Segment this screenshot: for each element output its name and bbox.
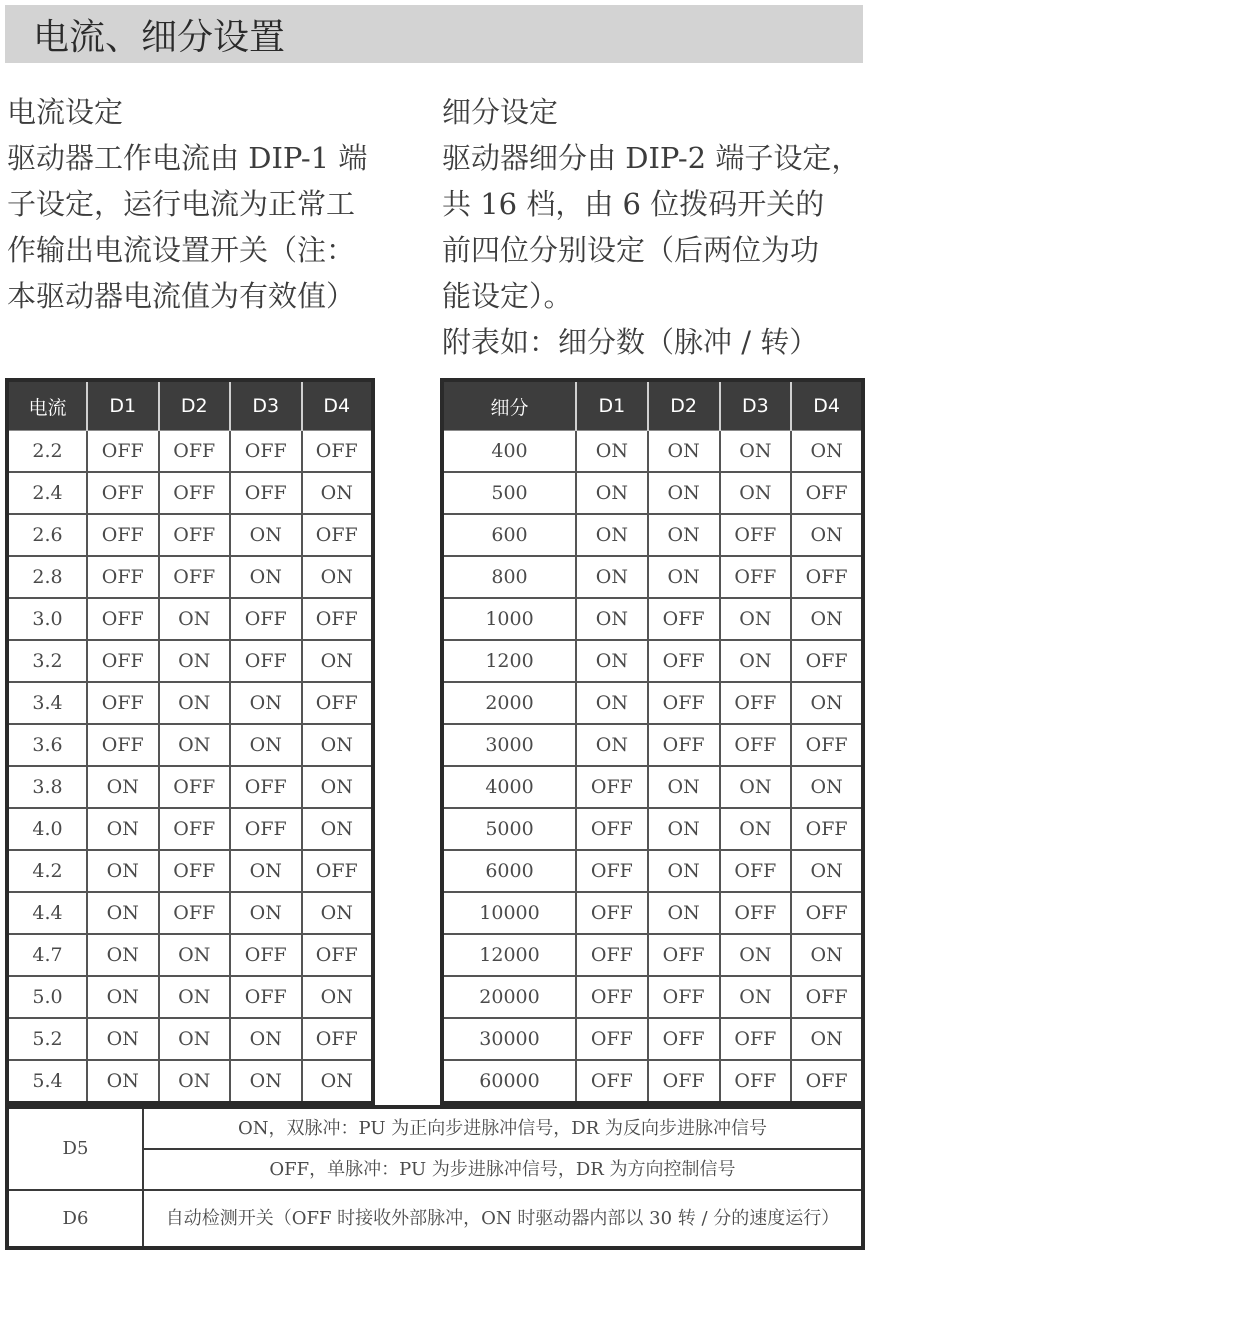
switch-state-cell: ON: [302, 472, 374, 514]
switch-state-cell: OFF: [576, 1060, 648, 1103]
current-table: [5, 378, 375, 1105]
subdivision-value-cell: 12000: [442, 934, 576, 976]
switch-state-cell: ON: [648, 431, 720, 473]
subdivision-setting-line: 共 16 档，由 6 位拨码开关的: [442, 187, 825, 221]
subdivision-value-cell: 800: [442, 556, 576, 598]
switch-state-cell: ON: [791, 682, 863, 724]
current-header-d1: D1: [87, 380, 159, 431]
switch-state-cell: ON: [230, 556, 302, 598]
current-value-cell: 3.0: [7, 598, 87, 640]
switch-state-cell: ON: [302, 724, 374, 766]
table-row: [7, 892, 373, 934]
switch-state-cell: OFF: [791, 976, 863, 1018]
switch-state-cell: OFF: [791, 556, 863, 598]
table-row: [7, 682, 373, 724]
switch-state-cell: OFF: [87, 682, 159, 724]
switch-state-cell: ON: [791, 1018, 863, 1060]
current-setting-line: 子设定，运行电流为正常工: [7, 187, 356, 221]
title-bar: [5, 5, 863, 63]
switch-state-cell: ON: [87, 1060, 159, 1103]
table-header-row: [7, 380, 373, 431]
switch-state-cell: OFF: [576, 976, 648, 1018]
table-row: [442, 514, 863, 556]
switch-state-cell: OFF: [720, 556, 792, 598]
switch-state-cell: OFF: [87, 598, 159, 640]
current-header-d2: D2: [159, 380, 231, 431]
switch-state-cell: OFF: [87, 431, 159, 473]
current-header-d3: D3: [230, 380, 302, 431]
switch-state-cell: ON: [159, 1060, 231, 1103]
table-row: [7, 640, 373, 682]
table-row: [442, 808, 863, 850]
switch-state-cell: OFF: [791, 1060, 863, 1103]
current-value-cell: 4.0: [7, 808, 87, 850]
switch-state-cell: ON: [302, 556, 374, 598]
switch-state-cell: ON: [230, 1018, 302, 1060]
switch-state-cell: ON: [720, 808, 792, 850]
subdivision-value-cell: 1000: [442, 598, 576, 640]
switch-state-cell: OFF: [230, 808, 302, 850]
switch-state-cell: OFF: [87, 556, 159, 598]
switch-state-cell: OFF: [791, 472, 863, 514]
table-row: [442, 1060, 863, 1103]
current-value-cell: 3.4: [7, 682, 87, 724]
table-row: [7, 1018, 373, 1060]
subdivision-table: [440, 378, 865, 1105]
switch-state-cell: ON: [791, 850, 863, 892]
switch-state-cell: ON: [576, 556, 648, 598]
subdivision-header-d3: D3: [720, 380, 792, 431]
switch-state-cell: ON: [87, 976, 159, 1018]
switch-state-cell: ON: [576, 431, 648, 473]
subdivision-header-value: 细分: [442, 380, 576, 431]
current-value-cell: 2.2: [7, 431, 87, 473]
switch-state-cell: OFF: [576, 892, 648, 934]
table-row: [442, 431, 863, 473]
switch-state-cell: OFF: [791, 892, 863, 934]
switch-state-cell: ON: [302, 892, 374, 934]
subdivision-value-cell: 2000: [442, 682, 576, 724]
switch-state-cell: ON: [576, 598, 648, 640]
table-header-row: [442, 380, 863, 431]
switch-state-cell: ON: [159, 934, 231, 976]
subdivision-setting-line: 驱动器细分由 DIP-2 端子设定，: [442, 141, 861, 175]
table-row: [442, 724, 863, 766]
d5-on-desc: ON，双脉冲：PU 为正向步进脉冲信号，DR 为反向步进脉冲信号: [143, 1107, 863, 1149]
table-row: [7, 808, 373, 850]
switch-state-cell: OFF: [648, 1018, 720, 1060]
switch-state-cell: OFF: [230, 598, 302, 640]
switch-state-cell: ON: [648, 472, 720, 514]
switch-state-cell: ON: [720, 766, 792, 808]
subdivision-value-cell: 400: [442, 431, 576, 473]
switch-state-cell: OFF: [87, 472, 159, 514]
table-row: [7, 431, 373, 473]
table-row: [442, 472, 863, 514]
table-row: [7, 850, 373, 892]
switch-state-cell: ON: [230, 724, 302, 766]
current-setting-heading: 电流设定: [7, 95, 124, 129]
switch-state-cell: OFF: [720, 682, 792, 724]
switch-state-cell: OFF: [576, 934, 648, 976]
switch-state-cell: ON: [230, 1060, 302, 1103]
current-setting-line: 作输出电流设置开关（注：: [7, 233, 356, 267]
current-value-cell: 2.6: [7, 514, 87, 556]
switch-state-cell: ON: [791, 934, 863, 976]
switch-state-cell: ON: [791, 514, 863, 556]
table-row: [442, 556, 863, 598]
switch-state-cell: OFF: [302, 514, 374, 556]
switch-state-cell: OFF: [720, 892, 792, 934]
current-header-value: 电流: [7, 380, 87, 431]
switch-state-cell: ON: [230, 850, 302, 892]
switch-state-cell: ON: [720, 976, 792, 1018]
switch-state-cell: OFF: [720, 850, 792, 892]
table-row: [7, 1060, 373, 1103]
subdivision-value-cell: 20000: [442, 976, 576, 1018]
switch-state-cell: ON: [230, 892, 302, 934]
table-row: [7, 724, 373, 766]
switch-state-cell: OFF: [159, 514, 231, 556]
switch-state-cell: ON: [648, 514, 720, 556]
switch-state-cell: OFF: [720, 724, 792, 766]
current-value-cell: 4.7: [7, 934, 87, 976]
current-header-d4: D4: [302, 380, 374, 431]
switch-state-cell: ON: [302, 640, 374, 682]
switch-state-cell: OFF: [302, 934, 374, 976]
switch-state-cell: ON: [87, 892, 159, 934]
switch-state-cell: OFF: [302, 431, 374, 473]
switch-state-cell: ON: [87, 934, 159, 976]
switch-state-cell: ON: [159, 724, 231, 766]
subdivision-value-cell: 600: [442, 514, 576, 556]
switch-state-cell: OFF: [648, 1060, 720, 1103]
switch-state-cell: ON: [648, 808, 720, 850]
switch-state-cell: ON: [230, 514, 302, 556]
switch-state-cell: ON: [648, 766, 720, 808]
table-row: [7, 598, 373, 640]
current-setting-section: [7, 89, 367, 319]
subdivision-value-cell: 3000: [442, 724, 576, 766]
table-row: [442, 1018, 863, 1060]
switch-state-cell: OFF: [791, 640, 863, 682]
switch-state-cell: OFF: [648, 934, 720, 976]
switch-state-cell: OFF: [648, 682, 720, 724]
switch-state-cell: ON: [720, 472, 792, 514]
table-row: [442, 682, 863, 724]
table-row: [442, 640, 863, 682]
subdivision-value-cell: 6000: [442, 850, 576, 892]
subdivision-setting-line: 附表如：细分数（脉冲 / 转）: [442, 325, 819, 359]
switch-state-cell: ON: [302, 808, 374, 850]
switch-state-cell: ON: [648, 892, 720, 934]
switch-state-cell: ON: [87, 766, 159, 808]
current-setting-line: 驱动器工作电流由 DIP-1 端: [7, 141, 368, 175]
subdivision-setting-heading: 细分设定: [442, 95, 559, 129]
switch-state-cell: ON: [302, 766, 374, 808]
subdivision-value-cell: 30000: [442, 1018, 576, 1060]
table-row: [442, 766, 863, 808]
switch-state-cell: ON: [720, 431, 792, 473]
switch-state-cell: OFF: [87, 514, 159, 556]
switch-state-cell: OFF: [230, 766, 302, 808]
switch-state-cell: OFF: [648, 640, 720, 682]
current-value-cell: 5.0: [7, 976, 87, 1018]
subdivision-header-d4: D4: [791, 380, 863, 431]
current-value-cell: 2.8: [7, 556, 87, 598]
switch-state-cell: OFF: [87, 640, 159, 682]
switch-state-cell: OFF: [791, 808, 863, 850]
current-value-cell: 3.2: [7, 640, 87, 682]
switch-state-cell: OFF: [720, 1060, 792, 1103]
switch-state-cell: OFF: [159, 556, 231, 598]
switch-state-cell: OFF: [791, 724, 863, 766]
switch-state-cell: OFF: [230, 640, 302, 682]
switch-state-cell: OFF: [159, 808, 231, 850]
switch-state-cell: ON: [230, 682, 302, 724]
subdivision-header-d2: D2: [648, 380, 720, 431]
switch-state-cell: OFF: [576, 766, 648, 808]
switch-state-cell: ON: [302, 1060, 374, 1103]
d6-label: D6: [7, 1190, 143, 1248]
switch-state-cell: OFF: [648, 724, 720, 766]
subdivision-value-cell: 10000: [442, 892, 576, 934]
switch-state-cell: OFF: [720, 514, 792, 556]
switch-state-cell: ON: [159, 976, 231, 1018]
current-value-cell: 2.4: [7, 472, 87, 514]
switch-state-cell: ON: [159, 640, 231, 682]
switch-state-cell: OFF: [159, 472, 231, 514]
d5-label: D5: [7, 1107, 143, 1190]
switch-state-cell: ON: [87, 1018, 159, 1060]
subdivision-setting-line: 能设定）。: [442, 279, 573, 313]
switch-state-cell: ON: [720, 934, 792, 976]
switch-state-cell: ON: [576, 472, 648, 514]
switch-state-cell: OFF: [302, 850, 374, 892]
switch-state-cell: ON: [576, 724, 648, 766]
switch-state-cell: ON: [87, 808, 159, 850]
switch-state-cell: ON: [791, 431, 863, 473]
switch-state-cell: OFF: [302, 1018, 374, 1060]
current-setting-line: 本驱动器电流值为有效值）: [7, 279, 356, 313]
table-row: [442, 598, 863, 640]
switch-state-cell: ON: [159, 1018, 231, 1060]
switch-state-cell: ON: [302, 976, 374, 1018]
switch-state-cell: ON: [576, 682, 648, 724]
current-value-cell: 4.4: [7, 892, 87, 934]
page-title: 电流、细分设置: [33, 17, 286, 58]
switch-state-cell: OFF: [576, 1018, 648, 1060]
d6-desc: 自动检测开关（OFF 时接收外部脉冲，ON 时驱动器内部以 30 转 / 分的速度运行）: [143, 1190, 863, 1248]
current-value-cell: 4.2: [7, 850, 87, 892]
d5-off-desc: OFF，单脉冲：PU 为步进脉冲信号，DR 为方向控制信号: [143, 1149, 863, 1190]
switch-state-cell: OFF: [648, 976, 720, 1018]
current-value-cell: 5.2: [7, 1018, 87, 1060]
table-row: [442, 850, 863, 892]
switch-state-cell: ON: [576, 514, 648, 556]
switch-state-cell: OFF: [302, 682, 374, 724]
switch-state-cell: ON: [720, 598, 792, 640]
switch-state-cell: ON: [159, 598, 231, 640]
table-row: [7, 934, 373, 976]
switch-state-cell: OFF: [230, 934, 302, 976]
switch-state-cell: ON: [791, 766, 863, 808]
subdivision-setting-line: 前四位分别设定（后两位为功: [442, 233, 820, 267]
switch-state-cell: OFF: [576, 850, 648, 892]
switch-state-cell: ON: [87, 850, 159, 892]
switch-state-cell: OFF: [302, 598, 374, 640]
switch-state-cell: OFF: [576, 808, 648, 850]
switch-state-cell: ON: [159, 682, 231, 724]
subdivision-setting-section: [442, 89, 860, 365]
table-row: [7, 976, 373, 1018]
switch-state-cell: OFF: [230, 431, 302, 473]
switch-state-cell: ON: [648, 850, 720, 892]
subdivision-value-cell: 1200: [442, 640, 576, 682]
table-row: [7, 766, 373, 808]
switch-state-cell: OFF: [648, 598, 720, 640]
table-row: [7, 472, 373, 514]
switch-state-cell: OFF: [87, 724, 159, 766]
subdivision-value-cell: 500: [442, 472, 576, 514]
switch-state-cell: OFF: [159, 892, 231, 934]
current-value-cell: 3.6: [7, 724, 87, 766]
current-value-cell: 3.8: [7, 766, 87, 808]
current-value-cell: 5.4: [7, 1060, 87, 1103]
function-table: [5, 1105, 865, 1250]
switch-state-cell: ON: [720, 640, 792, 682]
switch-state-cell: OFF: [720, 1018, 792, 1060]
table-row: [442, 892, 863, 934]
subdivision-value-cell: 60000: [442, 1060, 576, 1103]
switch-state-cell: OFF: [159, 766, 231, 808]
switch-state-cell: OFF: [230, 976, 302, 1018]
switch-state-cell: OFF: [230, 472, 302, 514]
table-row: [442, 976, 863, 1018]
subdivision-header-d1: D1: [576, 380, 648, 431]
switch-state-cell: ON: [576, 640, 648, 682]
subdivision-value-cell: 5000: [442, 808, 576, 850]
switch-state-cell: OFF: [159, 850, 231, 892]
table-row: [7, 556, 373, 598]
table-row: [7, 514, 373, 556]
switch-state-cell: ON: [648, 556, 720, 598]
switch-state-cell: ON: [791, 598, 863, 640]
table-row: [442, 934, 863, 976]
subdivision-value-cell: 4000: [442, 766, 576, 808]
switch-state-cell: OFF: [159, 431, 231, 473]
